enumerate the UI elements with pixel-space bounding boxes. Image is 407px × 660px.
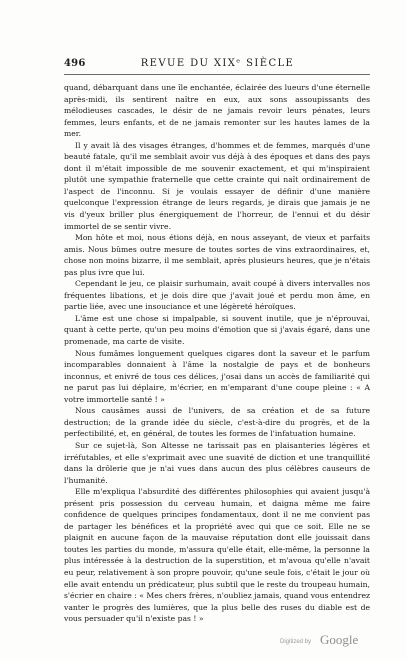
paragraph: Sur ce sujet-là, Son Altesse ne tarissait pas en plaisanteries légères et irréfutables, et elle s'exprimait avec une suavité de diction et une tranquillité dans la drôlerie que je n'ai vues dans aucun des plus célèbres causeurs de l'humanité. [64,440,370,485]
paragraph: Nous fumâmes longuement quelques cigares dont la saveur et le parfum incomparables donnaient à l'âme la nostalgie de pays et de bonheurs inconnus, et enivré de tous ces délices, j'osai dans un accès de familiarité qui ne parut pas lui déplaire, m'écrier, en m'emparant d'une coupe pleine : « A votre immortelle santé ! » [64,348,370,404]
paragraph: Mon hôte et moi, nous étions déjà, en nous asseyant, de vieux et parfaits amis. Nous bûmes outre mesure de toutes sortes de vins extraordinaires, et, chose non moins bizarre, il me semblait, après plusieurs heures, que je n'étais pas plus ivre que lui. [64,233,370,277]
paragraph: Il y avait là des visages étranges, d'hommes et de femmes, marqués d'une beauté fatale, qu'il me semblait avoir vus déjà à des époques et dans des pays dont il m'était impossible de me souvenir exactement, et qui m'inspiraient plutôt une sympathie fraternelle que cette crainte qui naît ordinairement de l'aspect de l'inconnu. Si je voulais essayer de définir d'une manière quelconque l'expression étrange de leurs regards, je dirais que jamais je ne vis d'yeux briller plus énergiquement de l'horreur, de l'ennui et du désir immortel de se sentir vivre. [64,140,370,231]
paragraph: Cependant le jeu, ce plaisir surhumain, avait coupé à divers intervalles nos fréquentes libations, et je dois dire que j'avait joué et perdu mon âme, en partie liée, avec une insouciance et une légèreté héroïques. [64,279,370,312]
google-logo: Google [320,632,359,647]
paragraph: Elle m'expliqua l'absurdité des différentes philosophies qui avaient jusqu'à présent pris possession du cerveau humain, et daigna même me faire confidence de quelques principes fondamentaux, dont il ne me convient pas de partager les bénéfices et la propriété avec qui que ce soit. Elle ne se plaignit en aucune façon de la mauvaise réputation dont elle jouissait dans toutes les parties du monde, m'assura qu'elle était, elle-même, la personne la plus intéressée à la destruction de la superstition, et m'avoua qu'elle n'avait eu peur, relativement à son propre pouvoir, qu'une seule fois, c'était le jour où elle avait entendu un prédicateur, plus subtil que le reste du troupeau humain, s'écrier en chaire : « Mes chers frères, n'oubliez jamais, quand vous entendrez vanter le progrès des lumières, que la plus belle des ruses du diable est de vous persuader qu'il n'existe pas ! » [64,487,370,624]
page-body [64,82,370,625]
header-rule [64,74,370,75]
page-number: 496 [64,58,86,69]
paragraph: quand, débarquant dans une île enchantée, éclairée des lueurs d'une éternelle après-midi, ils sentirent naître en eux, aux sons assoupissants des mélodieuses cascades, le désir de ne jamais revoir leurs pénates, leurs femmes, leurs enfants, et de ne jamais remonter sur les hautes lames de la mer. [64,83,370,139]
running-title: REVUE DU XIXᵉ SIÈCLE [140,58,295,69]
page-header [64,58,371,74]
digitized-watermark [280,633,380,649]
digitized-by-label: Digitized by [280,639,312,645]
paragraph: L'âme est une chose si impalpable, si souvent inutile, que je n'éprouvai, quant à cette perte, qu'un peu moins d'émotion que si j'avais égaré, dans une promenade, ma carte de visite. [64,313,370,347]
paragraph: Nous causâmes aussi de l'univers, de sa création et de sa future destruction; de la grande idée du siècle, c'est-à-dire du progrès, et de la perfectibilité, et, en général, de toutes les formes de l'infatuation humaine. [64,406,370,439]
